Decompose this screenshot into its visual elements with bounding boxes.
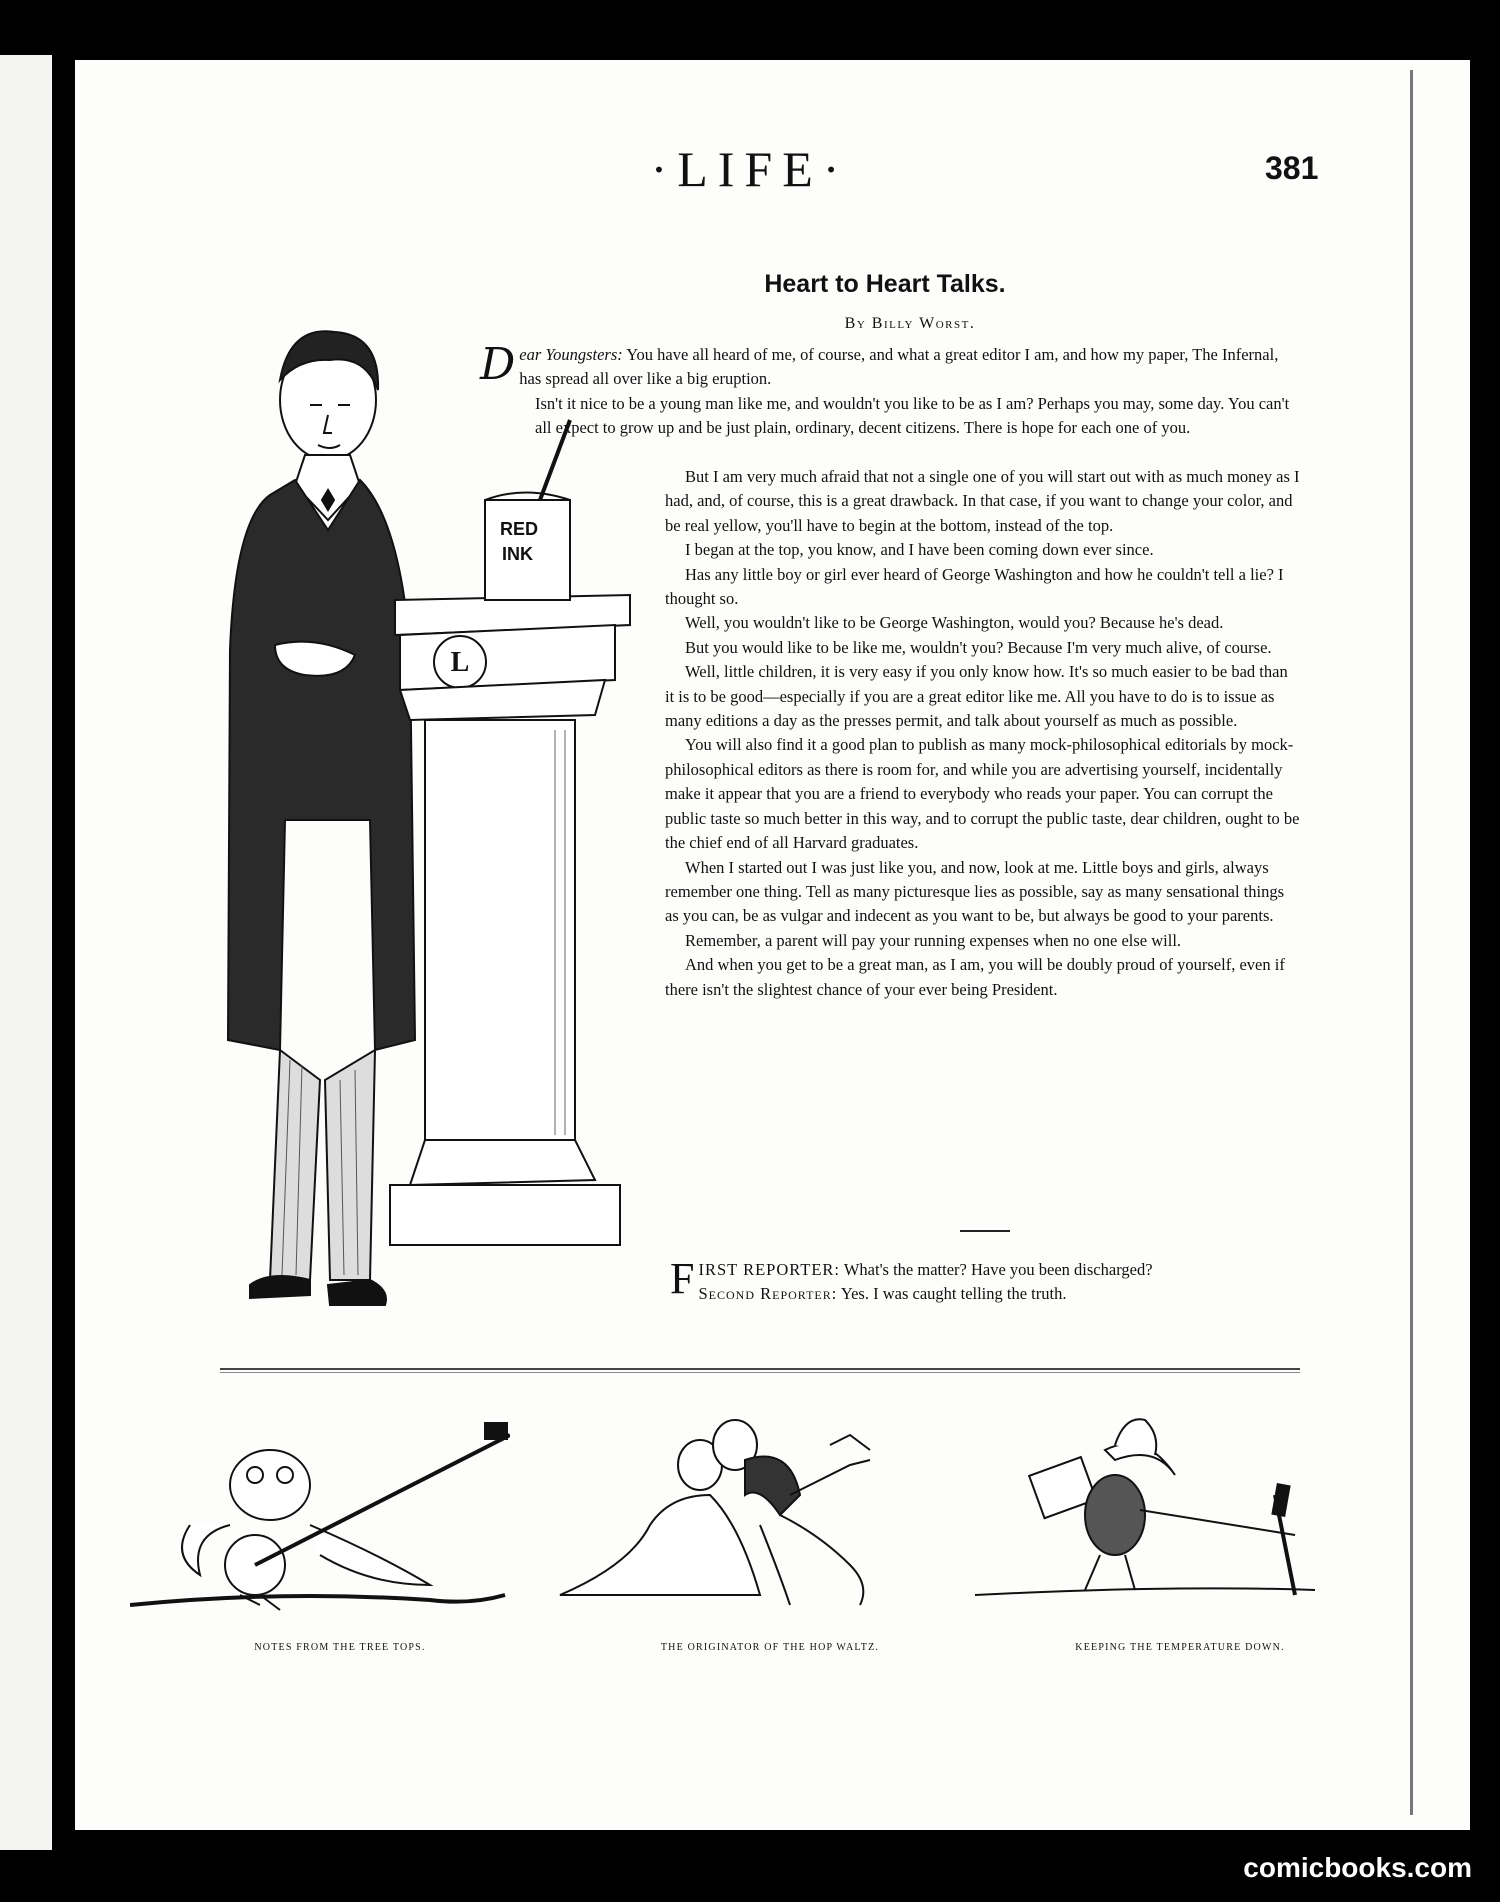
paragraph-4: I began at the top, you know, and I have been coming down ever since.: [685, 540, 1154, 560]
paragraph-1: You have all heard of me, of course, and what a great editor I am, and how my paper, The Infernal, has spread all over like a big eruption.: [519, 345, 1279, 389]
paragraph-2: Isn't it nice to be a young man like me, and wouldn't you like to be as I am? Perhaps you may, some day. You can't all expect to grow up and be just plain, ordinary, decent citizens. There is hope for each one of you.: [535, 394, 1290, 438]
editor-illustration: [210, 320, 650, 1310]
speaker-second-reporter: Second Reporter:: [698, 1284, 838, 1303]
paragraph-3: But I am very much afraid that not a single one of you will start out with as much money as I had, and, of course, this is a great drawback. In that case, if you want to change your color, and be real yellow, you'll have to begin at the bottom, instead of the top.: [665, 467, 1300, 535]
section-divider: [960, 1230, 1010, 1232]
second-reporter-line: Yes. I was caught telling the truth.: [837, 1284, 1067, 1303]
ink-label-ink: INK: [502, 544, 533, 564]
waltz-frogs-cartoon: [550, 1405, 970, 1635]
article-opening-paragraph: [480, 339, 1300, 392]
firefighter-frog-cartoon: [975, 1405, 1395, 1635]
page-edge-rule: [1410, 70, 1413, 1815]
paragraph-7: But you would like to be like me, wouldn't you? Because I'm very much alive, of course.: [685, 637, 1272, 657]
paragraph-6: Well, you wouldn't like to be George Washington, would you? Because he's dead.: [685, 613, 1224, 633]
paragraph-8: Well, little children, it is very easy if you only know how. It's so much easier to be bad than it is to be good—especially if you are a great editor like me. All you have to do is to issue as many editions a day as the presses permit, and talk about yourself as much as possible.: [665, 662, 1288, 731]
article-paragraph-2: [535, 392, 1300, 441]
ink-label-red: RED: [500, 519, 539, 539]
article-dropcap: D: [480, 339, 516, 390]
adjacent-page-edge: [0, 55, 55, 1850]
dialogue-line-2: [670, 1282, 1305, 1306]
paragraph-5: Has any little boy or girl ever heard of George Washington and how he couldn't tell a lie? I thought so.: [665, 564, 1284, 609]
masthead: ·LIFE·: [650, 141, 850, 197]
banjo-frog-cartoon: [130, 1405, 510, 1635]
first-reporter-line: What's the matter? Have you been discharged?: [840, 1260, 1153, 1279]
paragraph-10: When I started out I was just like you, and now, look at me. Little boys and girls, always remember one thing. Tell as many picturesque lies as possible, say as many sensational things as you can, be as vulgar and indecent as you want to be, but always be good to your parents.: [665, 857, 1284, 926]
reporter-dialogue: [670, 1254, 1305, 1323]
page-number: 381: [1265, 150, 1319, 186]
caption-left: NOTES FROM THE TREE TOPS.: [254, 1642, 426, 1653]
caption-middle: THE ORIGINATOR OF THE HOP WALTZ.: [660, 1642, 880, 1653]
caption-right: KEEPING THE TEMPERATURE DOWN.: [1075, 1642, 1285, 1653]
article-title: Heart to Heart Talks.: [764, 270, 1006, 298]
article-byline: By Billy Worst.: [844, 315, 976, 332]
salutation: ear Youngsters:: [519, 345, 623, 364]
paragraph-9: You will also find it a good plan to publish as many mock-philosophical editorials by mock-philosophical editors as there is room for, and while you are advertising yourself, incidentally make it appear that you are a friend to everybody who reads your paper. You can corrupt the public taste so much better in this way, and to corrupt the public taste, dear children, ought to be the chief end of all Harvard graduates.: [665, 735, 1300, 853]
speaker-first-reporter: IRST REPORTER:: [698, 1260, 841, 1279]
dialogue-dropcap: F: [670, 1254, 695, 1303]
horizontal-rule: [220, 1368, 1300, 1373]
paragraph-11: Remember, a parent will pay your running expenses when no one else will.: [685, 930, 1182, 950]
paragraph-12: And when you get to be a great man, as I am, you will be doubly proud of yourself, even if there isn't the slightest chance of your ever being President.: [665, 955, 1285, 999]
watermark-logo: comicbooks.com: [1243, 1852, 1472, 1883]
article-body: [665, 465, 1300, 1002]
pedestal-emblem: L: [450, 647, 470, 678]
